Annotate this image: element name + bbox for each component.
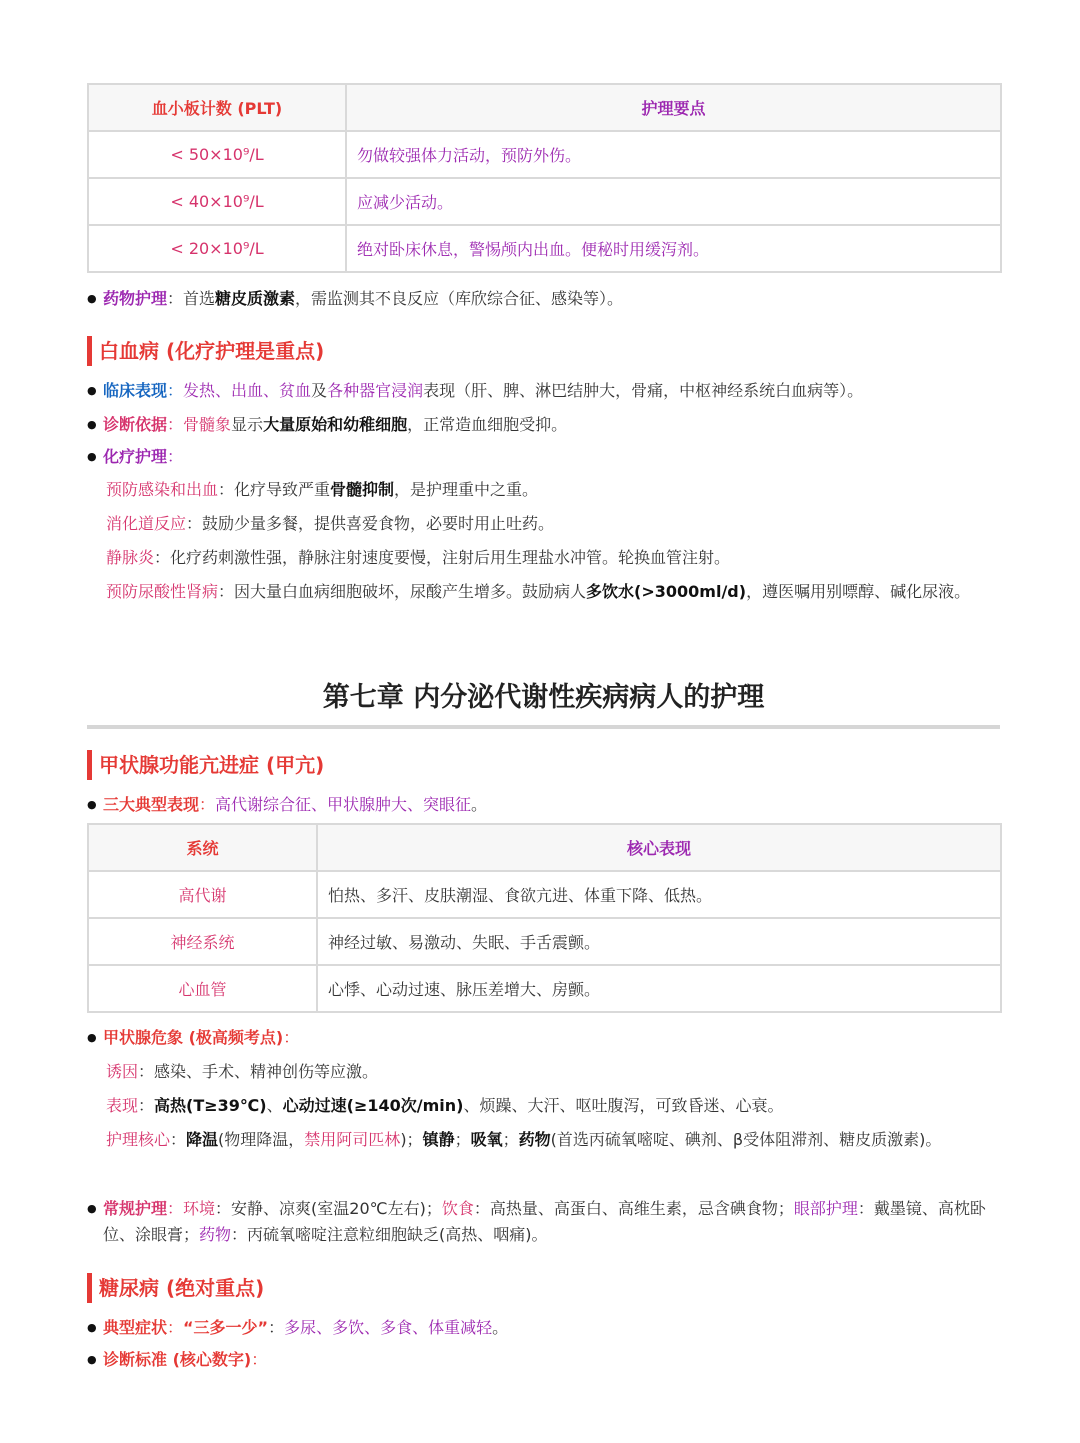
text: ：化疗药刺激性强，静脉注射速度要慢，注射后用生理盐水冲管。轮换血管注射。 — [154, 548, 731, 567]
symptom-text: 多尿、多饮、多食、体重减轻 — [284, 1318, 493, 1337]
diagnosis-line — [87, 413, 1000, 437]
diabetes-criteria-line — [87, 1348, 1000, 1372]
crisis-signs — [106, 1091, 1000, 1120]
bold-text: 大量原始和幼稚细胞 — [263, 415, 408, 434]
text: 及 — [311, 381, 328, 400]
chapter-title: 第七章 内分泌代谢性疾病病人的护理 — [322, 682, 765, 713]
plt-value: < 50×10⁹/L — [88, 131, 346, 178]
text: ：鼓励少量多餐，提供喜爱食物，必要时用止吐药。 — [186, 514, 555, 533]
text: ，正常造血细胞受抑。 — [407, 415, 568, 434]
drug-care-label: 药物护理 — [103, 289, 168, 308]
triad-line — [87, 793, 1000, 817]
plt-table — [87, 83, 1002, 273]
crisis-core — [106, 1125, 1000, 1154]
drug-care-line — [87, 287, 1000, 311]
colon: ： — [167, 381, 184, 400]
warning-text: 禁用阿司匹林 — [304, 1130, 401, 1149]
table-row — [88, 178, 1001, 225]
env-label: 环境 — [183, 1199, 216, 1218]
clinical-label: 临床表现 — [103, 381, 168, 400]
chemo-item — [106, 543, 1000, 572]
chemo-item-label: 消化道反应 — [106, 514, 187, 533]
colon: ： — [167, 1199, 184, 1218]
chemo-line — [87, 445, 1000, 469]
chemo-item — [106, 577, 1000, 606]
drug-label: 药物 — [199, 1225, 232, 1244]
plt-value: < 20×10⁹/L — [88, 225, 346, 272]
text: 显示 — [231, 415, 264, 434]
bold-text: 镇静 — [422, 1130, 455, 1149]
crisis-line — [87, 1026, 1000, 1050]
bold-text: 降温 — [186, 1130, 219, 1149]
colon: ： — [283, 1028, 300, 1047]
routine-line — [87, 1196, 1000, 1248]
eye-label: 眼部护理 — [793, 1199, 858, 1218]
sign-cell: 神经过敏、易激动、失眠、手舌震颤。 — [317, 918, 1001, 965]
text: ：高热量、高蛋白、高维生素，忌含碘食物； — [473, 1199, 794, 1218]
text: ： — [268, 1318, 285, 1337]
text: (物理降温， — [218, 1130, 305, 1149]
text: ； — [454, 1130, 471, 1149]
plt-value: < 40×10⁹/L — [88, 178, 346, 225]
criteria-label: 诊断标准 (核心数字) — [103, 1350, 252, 1369]
thyroid-table — [87, 823, 1002, 1013]
table-header-row — [88, 84, 1001, 131]
chapter-divider — [87, 725, 1000, 729]
symptoms: 发热、出血、贫血 — [183, 381, 312, 400]
colon: ： — [199, 795, 216, 814]
diet-label: 饮食 — [441, 1199, 474, 1218]
text: 、 — [266, 1096, 283, 1115]
text: ，是护理重中之重。 — [394, 480, 539, 499]
table-header: 血小板计数 (PLT) — [88, 84, 346, 131]
chemo-item — [106, 475, 1000, 504]
text: ，需监测其不良反应（库欣综合征、感染等）。 — [295, 289, 624, 308]
table-header-row — [88, 824, 1001, 871]
section-title-hyperthyroid: 甲状腺功能亢进症 (甲亢) — [87, 750, 324, 780]
signs-label: 表现 — [106, 1096, 139, 1115]
text: 。 — [471, 795, 488, 814]
table-row — [88, 918, 1001, 965]
text: (首选丙硫氧嘧啶、碘剂、β受体阻滞剂、糖皮质激素)。 — [550, 1130, 942, 1149]
sign-cell: 怕热、多汗、皮肤潮湿、食欲亢进、体重下降、低热。 — [317, 871, 1001, 918]
diabetes-symptom-line — [87, 1316, 1000, 1340]
table-header: 核心表现 — [317, 824, 1001, 871]
triad-text: 高代谢综合征、甲状腺肿大、突眼征 — [215, 795, 472, 814]
colon: ： — [167, 1318, 184, 1337]
table-header: 系统 — [88, 824, 317, 871]
chemo-item-label: 预防感染和出血 — [106, 480, 219, 499]
bold-text: 吸氧 — [470, 1130, 503, 1149]
text: ：感染、手术、精神创伤等应激。 — [138, 1062, 379, 1081]
marrow: 骨髓象 — [183, 415, 232, 434]
trigger-label: 诱因 — [106, 1062, 139, 1081]
bold-text: 心动过速(≥140次/min) — [282, 1096, 464, 1115]
clinical-line — [87, 379, 1000, 403]
table-row — [88, 225, 1001, 272]
chemo-item-label: 预防尿酸性肾病 — [106, 582, 219, 601]
table-row — [88, 965, 1001, 1012]
crisis-label: 甲状腺危象 (极高频考点) — [103, 1028, 284, 1047]
plt-care: 勿做较强体力活动，预防外伤。 — [346, 131, 1001, 178]
bold-text: 高热(T≥39℃) — [154, 1096, 267, 1115]
colon: ： — [167, 447, 184, 466]
text: )； — [400, 1130, 423, 1149]
bold-text: 糖皮质激素 — [215, 289, 296, 308]
text: ：因大量白血病细胞破坏，尿酸产生增多。鼓励病人 — [218, 582, 587, 601]
crisis-trigger — [106, 1057, 1000, 1086]
text: ； — [502, 1130, 519, 1149]
text: 、烦躁、大汗、呕吐腹泻，可致昏迷、心衰。 — [463, 1096, 784, 1115]
chemo-item-label: 静脉炎 — [106, 548, 155, 567]
triad-label: 三大典型表现 — [103, 795, 200, 814]
colon: ： — [138, 1096, 155, 1115]
section-title-diabetes: 糖尿病 (绝对重点) — [87, 1273, 264, 1303]
system-cell: 神经系统 — [88, 918, 317, 965]
text: ，遵医嘱用别嘌醇、碱化尿液。 — [746, 582, 971, 601]
table-header: 护理要点 — [346, 84, 1001, 131]
chemo-label: 化疗护理 — [103, 447, 168, 466]
text: ：化疗导致严重 — [218, 480, 331, 499]
text: ：安静、凉爽(室温20℃左右)； — [215, 1199, 442, 1218]
bold-text: 药物 — [518, 1130, 551, 1149]
quote-text: “三多一少” — [183, 1318, 269, 1337]
colon: ： — [167, 415, 184, 434]
text: 。 — [492, 1318, 509, 1337]
core-label: 护理核心 — [106, 1130, 171, 1149]
colon: ： — [170, 1130, 187, 1149]
routine-label: 常规护理 — [103, 1199, 168, 1218]
bold-text: 多饮水(>3000ml/d) — [586, 582, 747, 601]
system-cell: 心血管 — [88, 965, 317, 1012]
diagnosis-label: 诊断依据 — [103, 415, 168, 434]
table-row — [88, 871, 1001, 918]
system-cell: 高代谢 — [88, 871, 317, 918]
text: ：戴墨镜、高枕卧位、涂眼膏； — [103, 1199, 986, 1244]
plt-care: 绝对卧床休息，警惕颅内出血。便秘时用缓泻剂。 — [346, 225, 1001, 272]
chemo-item — [106, 509, 1000, 538]
bold-text: 骨髓抑制 — [330, 480, 395, 499]
infiltration: 各种器官浸润 — [327, 381, 424, 400]
sign-cell: 心悸、心动过速、脉压差增大、房颤。 — [317, 965, 1001, 1012]
plt-care: 应减少活动。 — [346, 178, 1001, 225]
colon: ： — [251, 1350, 268, 1369]
text: ：丙硫氧嘧啶注意粒细胞缺乏(高热、咽痛)。 — [231, 1225, 548, 1244]
text: 表现（肝、脾、淋巴结肿大，骨痛，中枢神经系统白血病等）。 — [423, 381, 864, 400]
text: ：首选 — [167, 289, 216, 308]
section-title-leukemia: 白血病 (化疗护理是重点) — [87, 336, 324, 366]
symptom-label: 典型症状 — [103, 1318, 168, 1337]
table-row — [88, 131, 1001, 178]
